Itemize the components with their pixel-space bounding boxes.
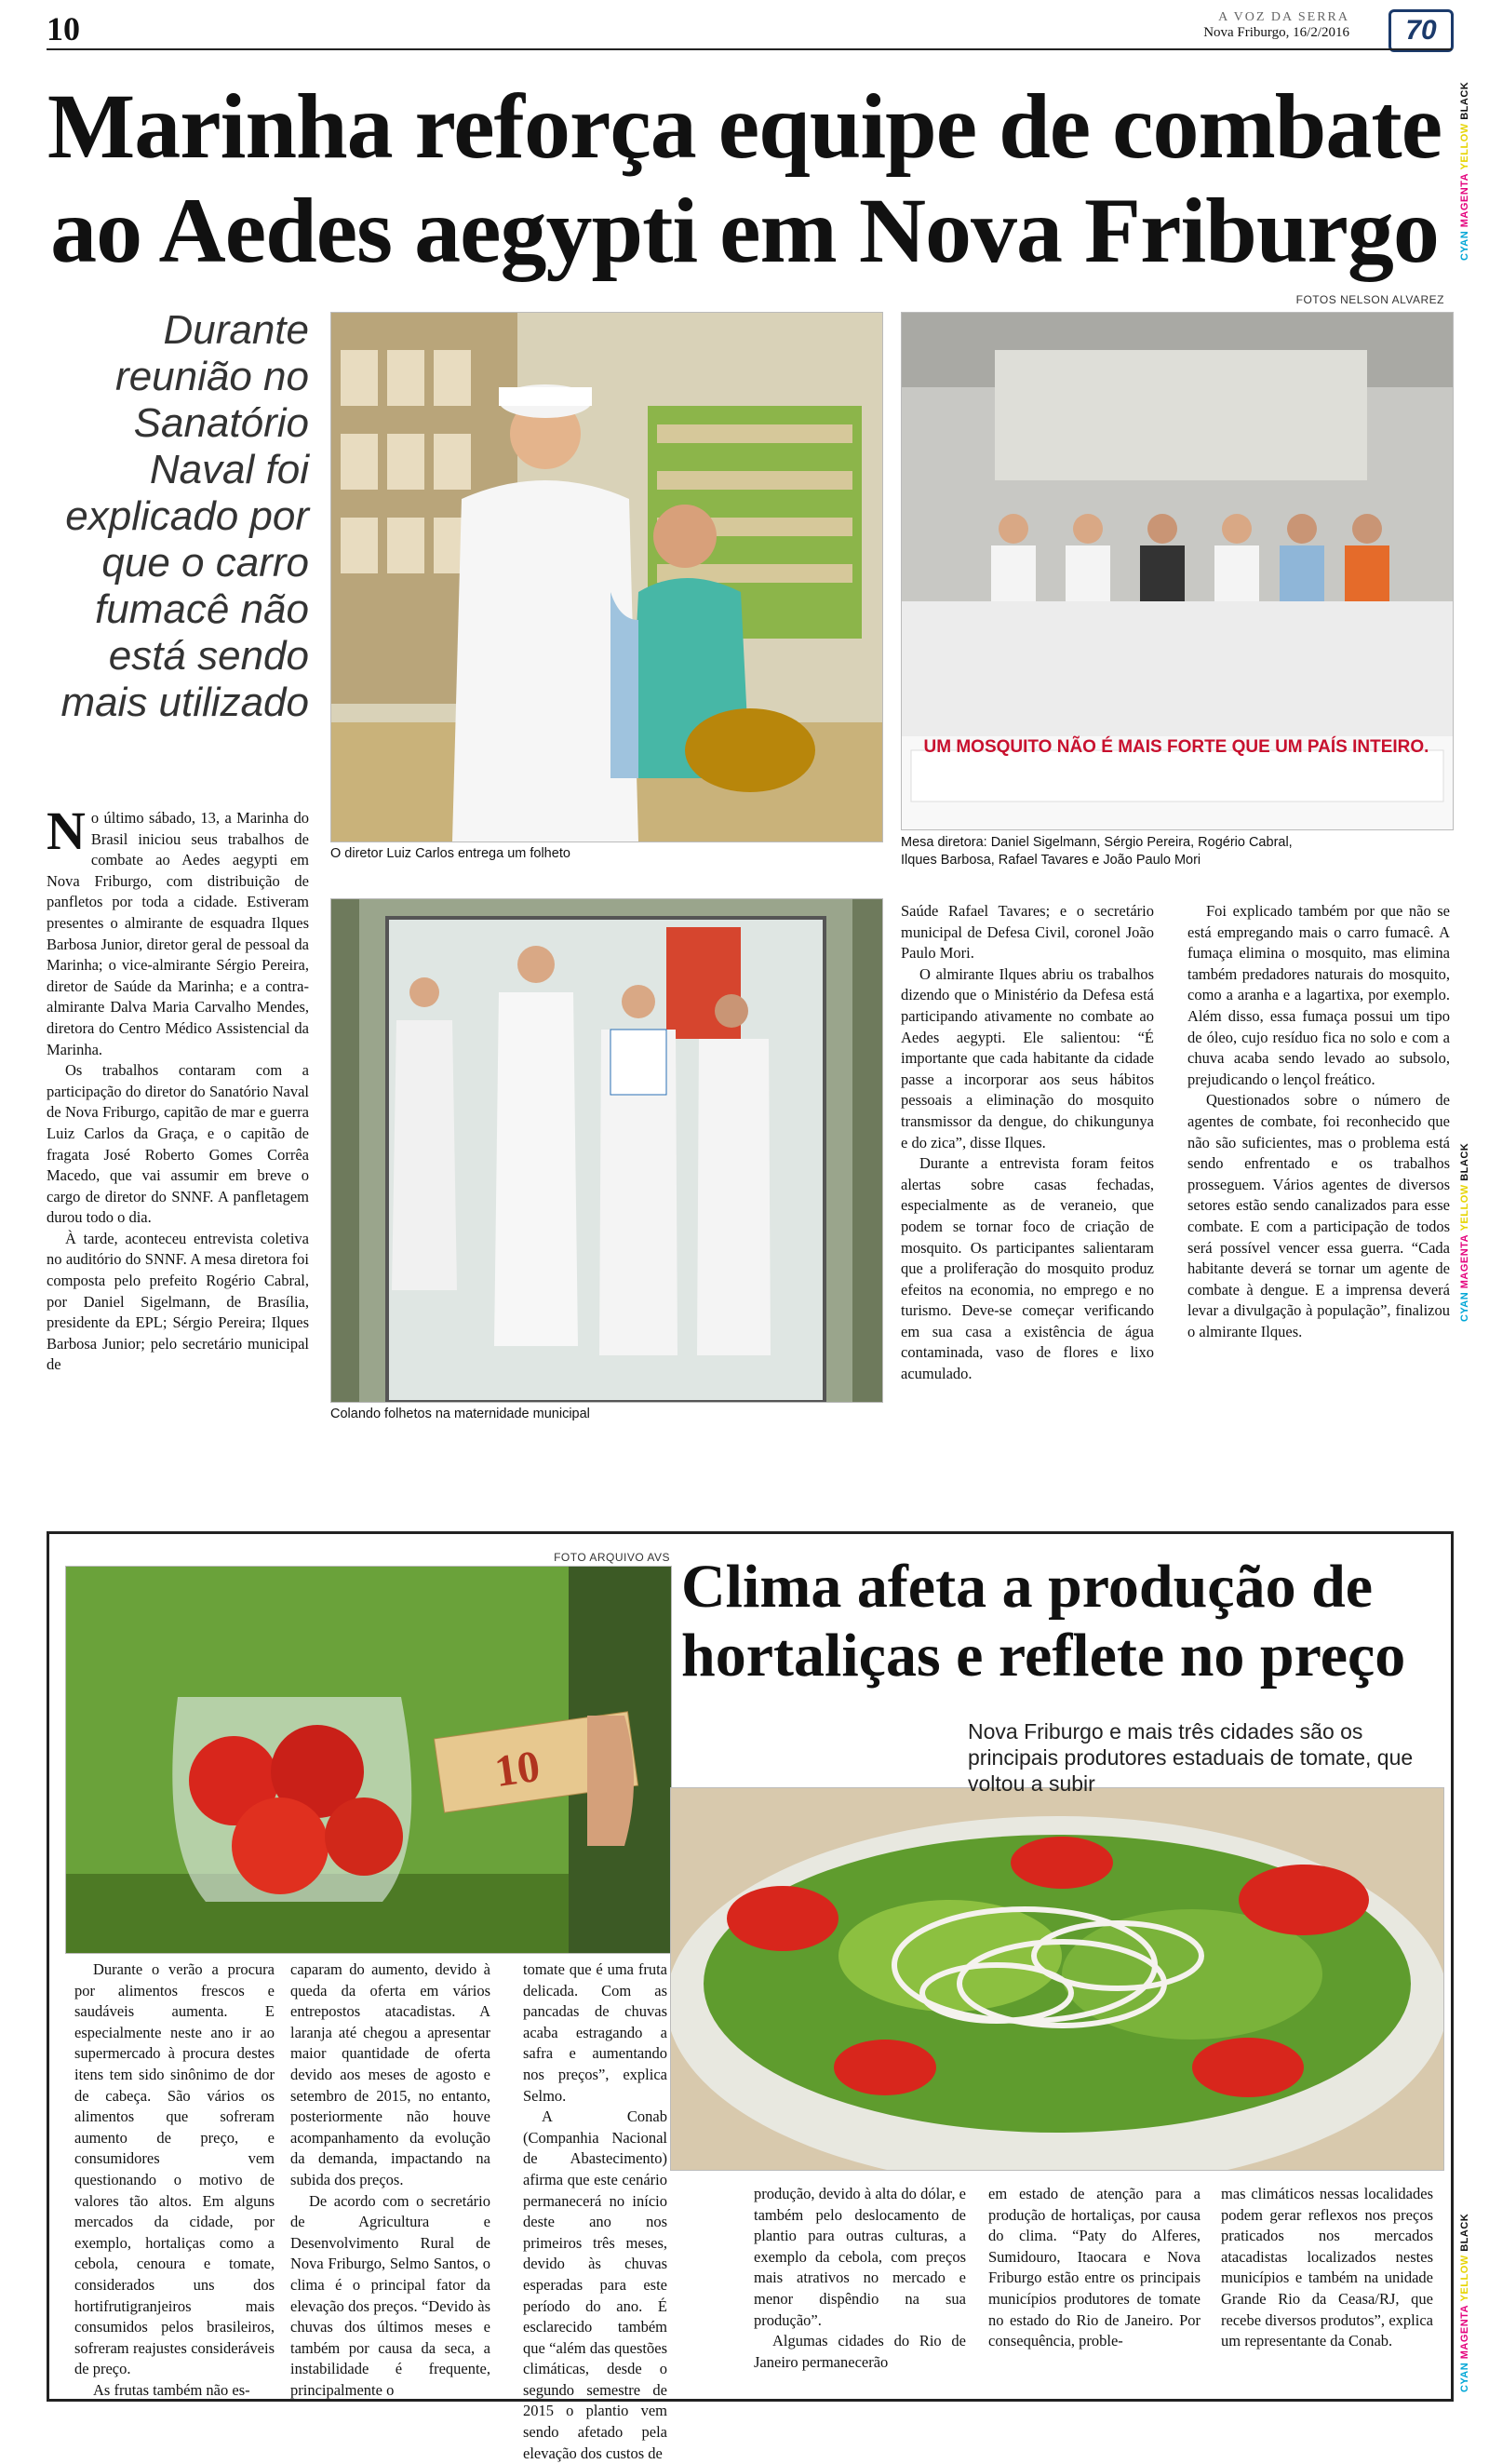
- banknote-value: 10: [491, 1741, 543, 1797]
- banner-slogan: UM MOSQUITO NÃO É MAIS FORTE QUE UM PAÍS INTEIRO.: [923, 737, 1429, 757]
- story2-col6-p1: mas climáticos nessas localidades podem gerar reflexos nos preços praticados nos mercados atacadistas localizados nestes municípios e também na unidade Grande Rio da Ceasa/RJ, que recebe diversos produtos”, explica um representante da Conab.: [1221, 2185, 1433, 2350]
- photo-leaflets-illustration: [331, 899, 882, 1402]
- story1-col2-p1: Saúde Rafael Tavares; e o secretário municipal de Defesa Civil, coronel João Paulo Mori.: [901, 902, 1154, 963]
- story1-col1-p1: No último sábado, 13, a Marinha do Brasil iniciou seus trabalhos de combate ao Aedes aegypti em Nova Friburgo, com distribuição de panfletos por toda a cidade. Estiveram presentes o almirante de esquadra Ilques Barbosa Junior, diretor geral de pessoal da Marinha; o vice-almirante Sérgio Pereira, diretor de Saúde da Marinha; e a contra-almirante Dalva Maria Carvalho Mendes, diretora do Centro Médico Assistencial da Marinha.: [47, 801, 309, 1058]
- caption-photo3: Colando folhetos na maternidade municipal: [330, 1407, 590, 1421]
- anniversary-logo: 70: [1388, 9, 1454, 52]
- story2-column-5: [988, 2184, 1201, 2352]
- story2-column-6: [1221, 2184, 1433, 2352]
- story1-column-1: [47, 801, 309, 1376]
- color-bar-middle: CYAN MAGENTA YELLOW BLACK: [1459, 1142, 1470, 1322]
- story1-col1-p2: Os trabalhos contaram com a participação do diretor do Sanatório Naval de Nova Friburgo, capitão de mar e guerra Luiz Carlos da Graça, e o capitão de fragata José Roberto Gomes Corrêa Macedo, que vai assumir em breve o cargo de diretor do SNNF. A panfletagem durou todo o dia.: [47, 1061, 309, 1227]
- story2-col1-p2: As frutas também não es-: [93, 2380, 250, 2399]
- story2-photo-credit: FOTO ARQUIVO AVS: [554, 1551, 670, 1564]
- story1-column-3: [1187, 901, 1450, 1342]
- photo-officer-illustration: [331, 313, 882, 842]
- story1-col3-p1: Foi explicado também por que não se está empregando mais o carro fumacê. A fumaça elimina o mosquito, mas elimina também predadores naturais do mosquito, como a aranha e a lagartixa, por exemplo. Além disso, essa fumaça possui um tipo de óleo, cujo resíduo fica no solo e com a chuva acaba sendo levado ao subsolo, prejudicando o lençol freático.: [1187, 902, 1450, 1088]
- color-bar-top: CYAN MAGENTA YELLOW BLACK: [1459, 81, 1470, 261]
- story1-col3-p2: Questionados sobre o número de agentes de combate, foi reconhecido que não são suficientes, mas o problema está sendo enfrentado e os trabalhos prosseguem. Vários agentes de diversos setores estão sendo canalizados para esse combate. E com a participação de todos será possível vencer essa guerra. “Cada habitante deverá se tornar um agente de combate à dengue. E a imprensa deverá levar a divulgação à população”, finalizou o almirante Ilques.: [1187, 1091, 1450, 1340]
- photo-tomatoes-illustration: [66, 1567, 671, 1953]
- story2-col4-p2: Algumas cidades do Rio de Janeiro permanecerão: [754, 2332, 966, 2371]
- caption-photo1: O diretor Luiz Carlos entrega um folheto: [330, 846, 570, 861]
- dateline: Nova Friburgo, 16/2/2016: [1203, 25, 1349, 40]
- page-number: 10: [47, 10, 80, 47]
- story2-column-2: [290, 1959, 490, 2401]
- photo-salad: [670, 1787, 1444, 2171]
- story2-col3-p1: tomate que é uma fruta delicada. Com as pancadas de chuvas acaba estragando a safra e aumentando nos preços”, explica Selmo.: [523, 1960, 667, 2105]
- color-bar-bottom: CYAN MAGENTA YELLOW BLACK: [1459, 2213, 1470, 2392]
- photo-tomatoes-bag: [65, 1566, 672, 1954]
- photo-officer-handing-leaflet: [330, 312, 883, 842]
- main-headline: Marinha reforça equipe de combate ao Aedes aegypti em Nova Friburgo: [47, 74, 1442, 282]
- drop-cap: N: [47, 801, 86, 861]
- masthead: [1203, 9, 1349, 41]
- story2-col1-p1: Durante o verão a procura por alimentos frescos e saudáveis aumenta. E especialmente neste ano ir ao supermercado à procura destes itens tem sido sinônimo de dor de cabeça. São vários os alimentos que sofreram aumento de preço, e consumidores vem questionando o motivo de valores tão altos. Em alguns mercados da cidade, por exemplo, hortaliças como a cebola, cenoura e tomate, considerados uns dos hortifrutigranjeiros mais consumidos pelos brasileiros, sofreram reajustes consideráveis de preço.: [74, 1960, 275, 2378]
- photo-salad-illustration: [671, 1788, 1443, 2170]
- story1-col1-p3: À tarde, aconteceu entrevista coletiva no auditório do SNNF. A mesa diretora foi composta pelo prefeito Rogério Cabral, por Daniel Sigelmann, de Brasília, presidente da EPL; Sérgio Pereira; Ilques Barbosa Junior; pelo secretário municipal de: [47, 1229, 309, 1374]
- photo-credit: FOTOS NELSON ALVAREZ: [1295, 293, 1444, 306]
- story2-column-1: [74, 1959, 275, 2401]
- story1-column-2: [901, 901, 1154, 1385]
- story2-column-4: [754, 2184, 966, 2373]
- story2-col3-p2: A Conab (Companhia Nacional de Abastecimento) afirma que este cenário permanecerá no início deste ano nos primeiros três meses, devido às chuvas esperadas para este período do ano. É esclarecido também que “além das questões climáticas, desde o segundo semestre de 2015 o plantio vem sendo afetado pela elevação dos custos de: [523, 2107, 667, 2462]
- story-deck: Durante reunião no Sanatório Naval foi explicado por que o carro fumacê não está sendo mais utilizado: [60, 307, 309, 725]
- story2-column-3: [523, 1959, 667, 2464]
- header-rule: [47, 48, 1452, 50]
- story2-headline: Clima afeta a produção de hortaliças e reflete no preço: [681, 1553, 1406, 1690]
- story2-col2-p2: De acordo com o secretário de Agricultura e Desenvolvimento Rural de Nova Friburgo, Selmo Santos, o clima é o principal fator da elevação dos preços. “Devido às chuvas dos últimos meses e também por causa da seca, a instabilidade é frequente, principalmente o: [290, 2191, 490, 2399]
- story2-subdeck: Nova Friburgo e mais três cidades são os principais produtores estaduais de tomate, que voltou a subir: [968, 1719, 1414, 1796]
- paper-name: A VOZ DA SERRA: [1218, 10, 1349, 24]
- story2-col4-p1: produção, devido à alta do dólar, e também pelo deslocamento de plantio para outras culturas, a exemplo da cebola, com preços mais atrativos no mercado e menor dispêndio na sua produção”.: [754, 2185, 966, 2329]
- photo-posting-leaflets: [330, 898, 883, 1403]
- story1-col2-p2: O almirante Ilques abriu os trabalhos dizendo que o Ministério da Defesa está participando ativamente no combate ao Aedes aegypti. Ele salientou: “É importante que cada habitante da cidade passe a incorporar aos seus hábitos pessoais a eliminação do mosquito transmissor da dengue, do chikungunya e do zica”, disse Ilques.: [901, 964, 1154, 1151]
- story1-col2-p3: Durante a entrevista foram feitos alertas sobre casas fechadas, especialmente as de veraneio, que podem se tornar foco de criação de mosquito. Os participantes salientaram que a proliferação do mosquito produz efeitos na economia, no emprego e no turismo. Deve-se começar verificando em sua casa a existência de água contaminada, vaso de flores e lixo acumulado.: [901, 1154, 1154, 1383]
- caption-photo2: Mesa diretora: Daniel Sigelmann, Sérgio Pereira, Rogério Cabral, Ilques Barbosa, Rafael Tavares e João Paulo Mori: [901, 835, 1293, 868]
- story2-col5-p1: em estado de atenção para a produção de hortaliças, por causa do clima. “Paty do Alferes, Sumidouro, Itaocara e Nova Friburgo estão entre os principais municípios produtores de tomate no estado do Rio de Janeiro. Por consequência, proble-: [988, 2185, 1201, 2350]
- story2-col2-p1: caparam do aumento, devido à queda da oferta em vários entrepostos atacadistas. A laranja até chegou a apresentar maior quantidade de oferta devido aos meses de agosto e setembro de 2015, no entanto, posteriormente não houve acompanhamento da evolução da demanda, impactando na subida dos preços.: [290, 1960, 490, 2188]
